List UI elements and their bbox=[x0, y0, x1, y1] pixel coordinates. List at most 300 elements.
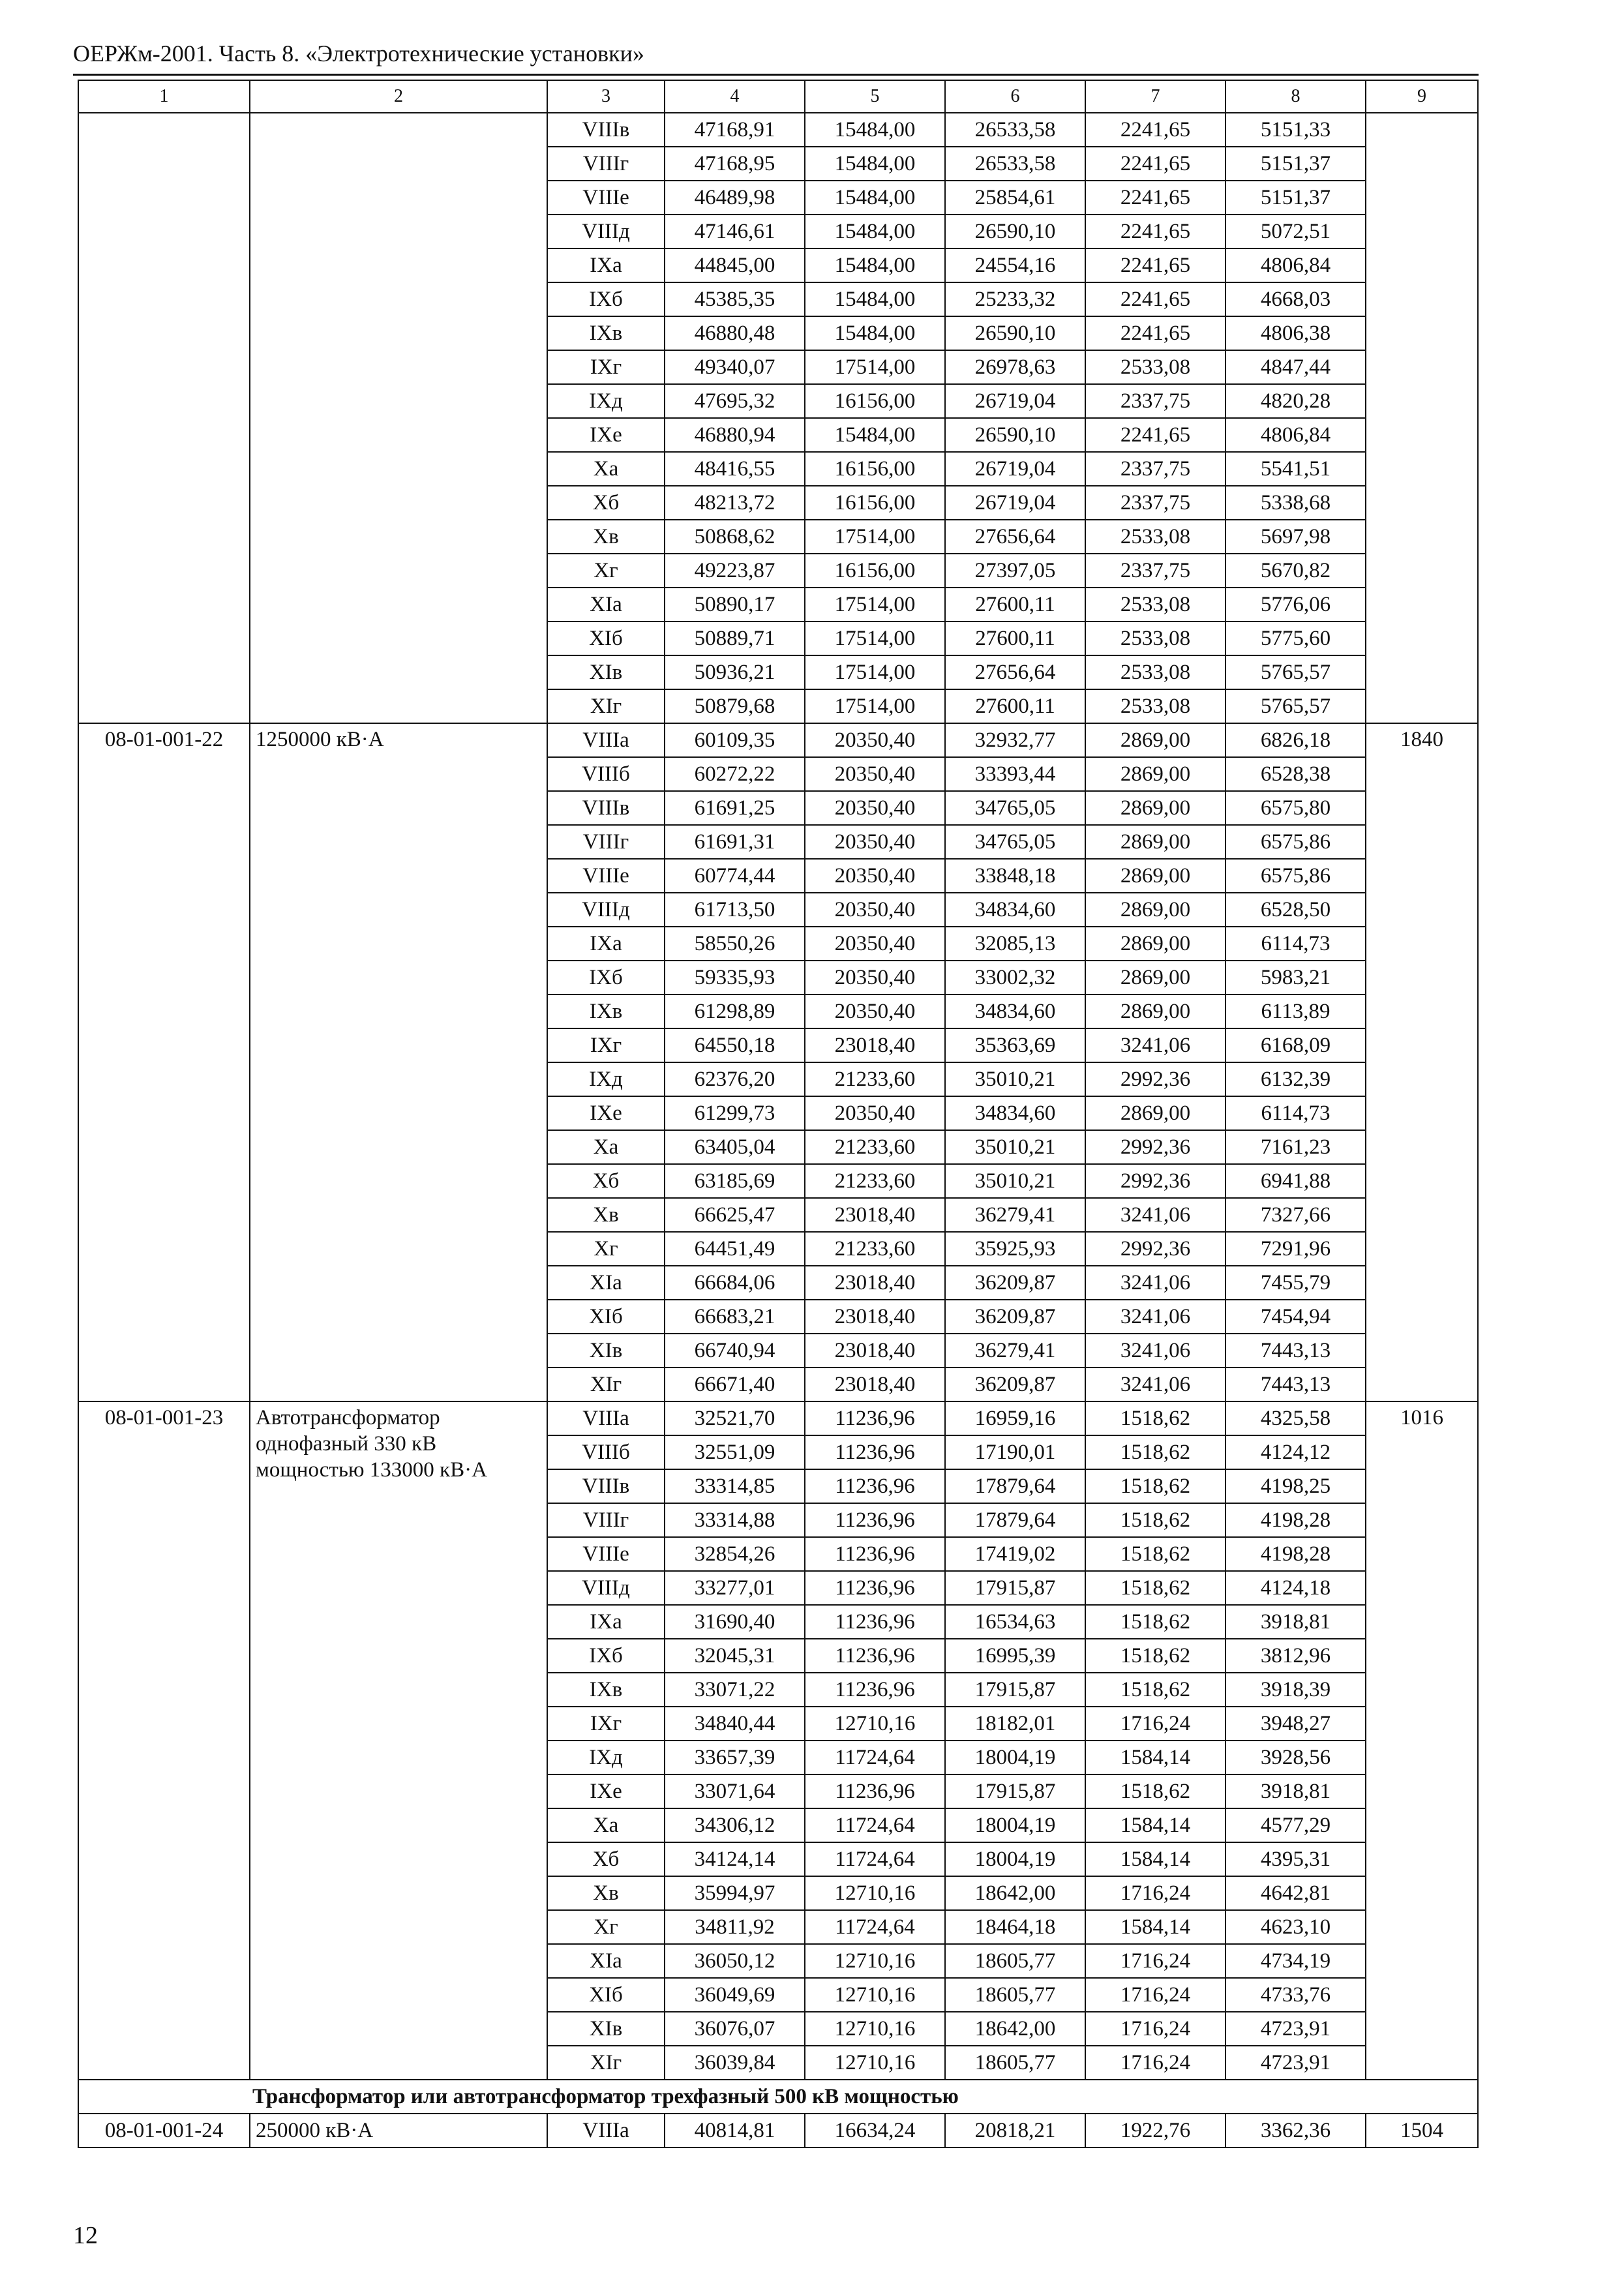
zone-cell: XIв bbox=[547, 655, 665, 689]
value-col6: 18642,00 bbox=[945, 2012, 1085, 2046]
value-col5: 11236,96 bbox=[805, 1469, 945, 1503]
value-col4: 46489,98 bbox=[665, 181, 805, 215]
zone-cell: IXб bbox=[547, 1639, 665, 1673]
value-col4: 31690,40 bbox=[665, 1605, 805, 1639]
name-cell: Автотрансформатор однофазный 330 кВ мощностью 133000 кВ·А bbox=[250, 1401, 547, 2080]
value-col4: 36049,69 bbox=[665, 1978, 805, 2012]
value-col7: 1716,24 bbox=[1085, 1876, 1226, 1910]
value-col8: 5151,33 bbox=[1226, 113, 1366, 147]
value-col7: 2533,08 bbox=[1085, 520, 1226, 554]
value-col6: 16534,63 bbox=[945, 1605, 1085, 1639]
value-col8: 7161,23 bbox=[1226, 1130, 1366, 1164]
value-col8: 4623,10 bbox=[1226, 1910, 1366, 1944]
value-col6: 33393,44 bbox=[945, 757, 1085, 791]
value-col6: 18605,77 bbox=[945, 2046, 1085, 2080]
value-col8: 4577,29 bbox=[1226, 1808, 1366, 1842]
value-col6: 20818,21 bbox=[945, 2114, 1085, 2147]
value-col8: 4325,58 bbox=[1226, 1401, 1366, 1435]
value-col5: 20350,40 bbox=[805, 757, 945, 791]
zone-cell: Xв bbox=[547, 520, 665, 554]
zone-cell: IXв bbox=[547, 995, 665, 1028]
last-col-cell: 1504 bbox=[1366, 2114, 1478, 2147]
value-col6: 34834,60 bbox=[945, 893, 1085, 927]
code-cell bbox=[78, 113, 250, 723]
value-col7: 2869,00 bbox=[1085, 757, 1226, 791]
value-col8: 5697,98 bbox=[1226, 520, 1366, 554]
value-col6: 35010,21 bbox=[945, 1130, 1085, 1164]
value-col8: 3918,81 bbox=[1226, 1605, 1366, 1639]
value-col8: 6941,88 bbox=[1226, 1164, 1366, 1198]
value-col7: 2992,36 bbox=[1085, 1062, 1226, 1096]
value-col8: 4733,76 bbox=[1226, 1978, 1366, 2012]
zone-cell: IXд bbox=[547, 384, 665, 418]
value-col6: 34834,60 bbox=[945, 995, 1085, 1028]
zone-cell: IXб bbox=[547, 282, 665, 316]
value-col5: 20350,40 bbox=[805, 1096, 945, 1130]
value-col7: 2869,00 bbox=[1085, 995, 1226, 1028]
last-col-cell: 1840 bbox=[1366, 723, 1478, 1401]
value-col7: 1716,24 bbox=[1085, 1944, 1226, 1978]
value-col6: 26719,04 bbox=[945, 486, 1085, 520]
value-col8: 4847,44 bbox=[1226, 350, 1366, 384]
value-col4: 33314,88 bbox=[665, 1503, 805, 1537]
column-number: 5 bbox=[805, 80, 945, 113]
value-col4: 34811,92 bbox=[665, 1910, 805, 1944]
value-col5: 11236,96 bbox=[805, 1435, 945, 1469]
value-col4: 46880,48 bbox=[665, 316, 805, 350]
zone-cell: IXа bbox=[547, 927, 665, 961]
value-col6: 35363,69 bbox=[945, 1028, 1085, 1062]
zone-cell: Xв bbox=[547, 1198, 665, 1232]
value-col7: 1584,14 bbox=[1085, 1808, 1226, 1842]
value-col5: 20350,40 bbox=[805, 825, 945, 859]
value-col7: 2533,08 bbox=[1085, 689, 1226, 723]
value-col7: 2241,65 bbox=[1085, 248, 1226, 282]
value-col5: 21233,60 bbox=[805, 1232, 945, 1266]
value-col7: 1518,62 bbox=[1085, 1774, 1226, 1808]
zone-cell: IXе bbox=[547, 1096, 665, 1130]
zone-cell: XIв bbox=[547, 2012, 665, 2046]
value-col8: 4723,91 bbox=[1226, 2012, 1366, 2046]
value-col8: 5670,82 bbox=[1226, 554, 1366, 588]
section-title: Трансформатор или автотрансформатор трехфазный 500 кВ мощностью bbox=[78, 2080, 1478, 2114]
value-col6: 27656,64 bbox=[945, 520, 1085, 554]
zone-cell: VIIIа bbox=[547, 2114, 665, 2147]
value-col7: 3241,06 bbox=[1085, 1368, 1226, 1401]
value-col5: 11724,64 bbox=[805, 1808, 945, 1842]
value-col8: 5983,21 bbox=[1226, 961, 1366, 995]
code-cell: 08-01-001-23 bbox=[78, 1401, 250, 2080]
value-col7: 2533,08 bbox=[1085, 655, 1226, 689]
value-col7: 2337,75 bbox=[1085, 554, 1226, 588]
value-col5: 23018,40 bbox=[805, 1368, 945, 1401]
zone-cell: VIIIд bbox=[547, 215, 665, 248]
value-col5: 15484,00 bbox=[805, 418, 945, 452]
zone-cell: XIа bbox=[547, 1266, 665, 1300]
value-col7: 1518,62 bbox=[1085, 1469, 1226, 1503]
value-col6: 27656,64 bbox=[945, 655, 1085, 689]
value-col4: 33071,22 bbox=[665, 1673, 805, 1707]
zone-cell: VIIIа bbox=[547, 723, 665, 757]
value-col6: 26719,04 bbox=[945, 452, 1085, 486]
value-col8: 7327,66 bbox=[1226, 1198, 1366, 1232]
zone-cell: IXг bbox=[547, 1707, 665, 1741]
last-col-cell: 1016 bbox=[1366, 1401, 1478, 2080]
value-col6: 27600,11 bbox=[945, 588, 1085, 621]
zone-cell: VIIIд bbox=[547, 893, 665, 927]
value-col6: 18605,77 bbox=[945, 1944, 1085, 1978]
value-col5: 11236,96 bbox=[805, 1639, 945, 1673]
section-row bbox=[78, 2080, 1478, 2114]
zone-cell: IXе bbox=[547, 1774, 665, 1808]
name-cell: 1250000 кВ·А bbox=[250, 723, 547, 1401]
value-col6: 26533,58 bbox=[945, 113, 1085, 147]
value-col8: 4806,38 bbox=[1226, 316, 1366, 350]
value-col6: 18004,19 bbox=[945, 1741, 1085, 1774]
column-number: 7 bbox=[1085, 80, 1226, 113]
zone-cell: IXг bbox=[547, 1028, 665, 1062]
value-col8: 7443,13 bbox=[1226, 1368, 1366, 1401]
value-col7: 2869,00 bbox=[1085, 1096, 1226, 1130]
value-col8: 4642,81 bbox=[1226, 1876, 1366, 1910]
value-col4: 60272,22 bbox=[665, 757, 805, 791]
value-col5: 15484,00 bbox=[805, 181, 945, 215]
zone-cell: VIIIг bbox=[547, 825, 665, 859]
value-col5: 12710,16 bbox=[805, 1944, 945, 1978]
value-col8: 4806,84 bbox=[1226, 418, 1366, 452]
value-col7: 2533,08 bbox=[1085, 621, 1226, 655]
value-col6: 34765,05 bbox=[945, 791, 1085, 825]
value-col4: 49340,07 bbox=[665, 350, 805, 384]
value-col8: 4198,28 bbox=[1226, 1503, 1366, 1537]
value-col4: 48213,72 bbox=[665, 486, 805, 520]
value-col6: 17879,64 bbox=[945, 1469, 1085, 1503]
value-col7: 2241,65 bbox=[1085, 147, 1226, 181]
value-col4: 32854,26 bbox=[665, 1537, 805, 1571]
code-cell: 08-01-001-22 bbox=[78, 723, 250, 1401]
value-col5: 16156,00 bbox=[805, 486, 945, 520]
value-col4: 33277,01 bbox=[665, 1571, 805, 1605]
value-col8: 6114,73 bbox=[1226, 927, 1366, 961]
value-col5: 23018,40 bbox=[805, 1334, 945, 1368]
zone-cell: VIIIг bbox=[547, 1503, 665, 1537]
value-col7: 1518,62 bbox=[1085, 1435, 1226, 1469]
zone-cell: Xа bbox=[547, 1130, 665, 1164]
value-col6: 17915,87 bbox=[945, 1774, 1085, 1808]
value-col5: 15484,00 bbox=[805, 215, 945, 248]
value-col5: 23018,40 bbox=[805, 1028, 945, 1062]
value-col5: 11236,96 bbox=[805, 1537, 945, 1571]
value-col4: 36050,12 bbox=[665, 1944, 805, 1978]
zone-cell: VIIIд bbox=[547, 1571, 665, 1605]
value-col6: 17915,87 bbox=[945, 1673, 1085, 1707]
zone-cell: IXв bbox=[547, 1673, 665, 1707]
value-col7: 1716,24 bbox=[1085, 1707, 1226, 1741]
value-col8: 5765,57 bbox=[1226, 655, 1366, 689]
value-col7: 2533,08 bbox=[1085, 588, 1226, 621]
column-number: 8 bbox=[1226, 80, 1366, 113]
value-col6: 18605,77 bbox=[945, 1978, 1085, 2012]
value-col6: 16995,39 bbox=[945, 1639, 1085, 1673]
value-col7: 1922,76 bbox=[1085, 2114, 1226, 2147]
value-col5: 21233,60 bbox=[805, 1062, 945, 1096]
page-number: 12 bbox=[73, 2222, 98, 2249]
value-col7: 2869,00 bbox=[1085, 723, 1226, 757]
value-col4: 66671,40 bbox=[665, 1368, 805, 1401]
value-col5: 12710,16 bbox=[805, 1978, 945, 2012]
value-col5: 17514,00 bbox=[805, 655, 945, 689]
value-col8: 6575,80 bbox=[1226, 791, 1366, 825]
value-col8: 6528,50 bbox=[1226, 893, 1366, 927]
value-col7: 2869,00 bbox=[1085, 859, 1226, 893]
value-col6: 18642,00 bbox=[945, 1876, 1085, 1910]
value-col6: 17190,01 bbox=[945, 1435, 1085, 1469]
value-col7: 2241,65 bbox=[1085, 418, 1226, 452]
table-row bbox=[78, 723, 1478, 757]
value-col7: 2241,65 bbox=[1085, 215, 1226, 248]
value-col8: 5765,57 bbox=[1226, 689, 1366, 723]
value-col8: 5338,68 bbox=[1226, 486, 1366, 520]
zone-cell: IXд bbox=[547, 1062, 665, 1096]
value-col5: 11236,96 bbox=[805, 1605, 945, 1639]
value-col7: 2337,75 bbox=[1085, 452, 1226, 486]
value-col4: 33314,85 bbox=[665, 1469, 805, 1503]
value-col4: 47695,32 bbox=[665, 384, 805, 418]
column-number: 1 bbox=[78, 80, 250, 113]
zone-cell: XIб bbox=[547, 1978, 665, 2012]
value-col5: 16156,00 bbox=[805, 554, 945, 588]
value-col4: 33071,64 bbox=[665, 1774, 805, 1808]
zone-cell: IXа bbox=[547, 248, 665, 282]
value-col5: 20350,40 bbox=[805, 893, 945, 927]
value-col5: 11724,64 bbox=[805, 1842, 945, 1876]
value-col8: 6114,73 bbox=[1226, 1096, 1366, 1130]
value-col6: 17419,02 bbox=[945, 1537, 1085, 1571]
value-col4: 66684,06 bbox=[665, 1266, 805, 1300]
zone-cell: Xб bbox=[547, 1842, 665, 1876]
value-col5: 20350,40 bbox=[805, 995, 945, 1028]
value-col7: 1716,24 bbox=[1085, 1978, 1226, 2012]
value-col4: 47168,95 bbox=[665, 147, 805, 181]
value-col8: 3948,27 bbox=[1226, 1707, 1366, 1741]
value-col7: 2869,00 bbox=[1085, 961, 1226, 995]
value-col6: 35010,21 bbox=[945, 1164, 1085, 1198]
value-col4: 50879,68 bbox=[665, 689, 805, 723]
value-col8: 6113,89 bbox=[1226, 995, 1366, 1028]
column-number: 2 bbox=[250, 80, 547, 113]
value-col4: 63405,04 bbox=[665, 1130, 805, 1164]
zone-cell: Xг bbox=[547, 1232, 665, 1266]
value-col8: 5151,37 bbox=[1226, 147, 1366, 181]
zone-cell: VIIIб bbox=[547, 1435, 665, 1469]
zone-cell: XIб bbox=[547, 621, 665, 655]
value-col8: 3362,36 bbox=[1226, 2114, 1366, 2147]
value-col6: 17879,64 bbox=[945, 1503, 1085, 1537]
value-col6: 26590,10 bbox=[945, 215, 1085, 248]
header-rule bbox=[73, 74, 1479, 76]
value-col6: 17915,87 bbox=[945, 1571, 1085, 1605]
table-row bbox=[78, 2114, 1478, 2147]
value-col8: 4198,25 bbox=[1226, 1469, 1366, 1503]
value-col7: 1518,62 bbox=[1085, 1537, 1226, 1571]
running-header: ОЕРЖм-2001. Часть 8. «Электротехнические установки» bbox=[73, 40, 644, 67]
value-col8: 4668,03 bbox=[1226, 282, 1366, 316]
value-col4: 61691,31 bbox=[665, 825, 805, 859]
zone-cell: VIIIа bbox=[547, 1401, 665, 1435]
value-col4: 50868,62 bbox=[665, 520, 805, 554]
value-col7: 1584,14 bbox=[1085, 1842, 1226, 1876]
zone-cell: IXе bbox=[547, 418, 665, 452]
zone-cell: Xа bbox=[547, 452, 665, 486]
value-col4: 63185,69 bbox=[665, 1164, 805, 1198]
value-col8: 4124,12 bbox=[1226, 1435, 1366, 1469]
value-col5: 17514,00 bbox=[805, 689, 945, 723]
zone-cell: IXв bbox=[547, 316, 665, 350]
zone-cell: IXа bbox=[547, 1605, 665, 1639]
value-col7: 3241,06 bbox=[1085, 1028, 1226, 1062]
value-col8: 4124,18 bbox=[1226, 1571, 1366, 1605]
value-col7: 2337,75 bbox=[1085, 486, 1226, 520]
value-col7: 1584,14 bbox=[1085, 1741, 1226, 1774]
zone-cell: XIв bbox=[547, 1334, 665, 1368]
value-col5: 12710,16 bbox=[805, 2012, 945, 2046]
value-col7: 2992,36 bbox=[1085, 1232, 1226, 1266]
column-number: 3 bbox=[547, 80, 665, 113]
table-row bbox=[78, 1401, 1478, 1435]
value-col4: 59335,93 bbox=[665, 961, 805, 995]
value-col4: 50936,21 bbox=[665, 655, 805, 689]
value-col4: 36039,84 bbox=[665, 2046, 805, 2080]
value-col7: 1584,14 bbox=[1085, 1910, 1226, 1944]
value-col6: 33002,32 bbox=[945, 961, 1085, 995]
value-col7: 2241,65 bbox=[1085, 282, 1226, 316]
value-col4: 61713,50 bbox=[665, 893, 805, 927]
value-col8: 4395,31 bbox=[1226, 1842, 1366, 1876]
value-col5: 17514,00 bbox=[805, 520, 945, 554]
column-number: 9 bbox=[1366, 80, 1478, 113]
column-number: 6 bbox=[945, 80, 1085, 113]
value-col7: 2241,65 bbox=[1085, 316, 1226, 350]
value-col8: 6528,38 bbox=[1226, 757, 1366, 791]
rates-table bbox=[78, 80, 1479, 2148]
value-col8: 3928,56 bbox=[1226, 1741, 1366, 1774]
value-col4: 34306,12 bbox=[665, 1808, 805, 1842]
value-col5: 15484,00 bbox=[805, 316, 945, 350]
value-col4: 49223,87 bbox=[665, 554, 805, 588]
value-col7: 2337,75 bbox=[1085, 384, 1226, 418]
zone-cell: VIIIб bbox=[547, 757, 665, 791]
zone-cell: VIIIе bbox=[547, 181, 665, 215]
value-col8: 7454,94 bbox=[1226, 1300, 1366, 1334]
value-col8: 3918,81 bbox=[1226, 1774, 1366, 1808]
value-col5: 17514,00 bbox=[805, 350, 945, 384]
value-col7: 2869,00 bbox=[1085, 791, 1226, 825]
value-col4: 33657,39 bbox=[665, 1741, 805, 1774]
value-col5: 15484,00 bbox=[805, 147, 945, 181]
value-col4: 50889,71 bbox=[665, 621, 805, 655]
value-col6: 34765,05 bbox=[945, 825, 1085, 859]
value-col4: 50890,17 bbox=[665, 588, 805, 621]
value-col6: 16959,16 bbox=[945, 1401, 1085, 1435]
zone-cell: VIIIе bbox=[547, 1537, 665, 1571]
value-col8: 5775,60 bbox=[1226, 621, 1366, 655]
value-col4: 66740,94 bbox=[665, 1334, 805, 1368]
name-cell bbox=[250, 113, 547, 723]
value-col6: 26533,58 bbox=[945, 147, 1085, 181]
value-col6: 25854,61 bbox=[945, 181, 1085, 215]
value-col5: 12710,16 bbox=[805, 1876, 945, 1910]
value-col6: 36209,87 bbox=[945, 1266, 1085, 1300]
code-cell: 08-01-001-24 bbox=[78, 2114, 250, 2147]
value-col6: 32085,13 bbox=[945, 927, 1085, 961]
value-col8: 7443,13 bbox=[1226, 1334, 1366, 1368]
value-col5: 21233,60 bbox=[805, 1130, 945, 1164]
zone-cell: Xв bbox=[547, 1876, 665, 1910]
value-col4: 47146,61 bbox=[665, 215, 805, 248]
value-col5: 20350,40 bbox=[805, 961, 945, 995]
value-col7: 2992,36 bbox=[1085, 1130, 1226, 1164]
value-col5: 20350,40 bbox=[805, 723, 945, 757]
value-col8: 5541,51 bbox=[1226, 452, 1366, 486]
value-col6: 35925,93 bbox=[945, 1232, 1085, 1266]
value-col6: 35010,21 bbox=[945, 1062, 1085, 1096]
value-col6: 33848,18 bbox=[945, 859, 1085, 893]
zone-cell: XIа bbox=[547, 1944, 665, 1978]
zone-cell: XIг bbox=[547, 2046, 665, 2080]
value-col6: 32932,77 bbox=[945, 723, 1085, 757]
value-col5: 16156,00 bbox=[805, 384, 945, 418]
value-col5: 11236,96 bbox=[805, 1401, 945, 1435]
value-col8: 4723,91 bbox=[1226, 2046, 1366, 2080]
value-col4: 66683,21 bbox=[665, 1300, 805, 1334]
value-col5: 16156,00 bbox=[805, 452, 945, 486]
value-col8: 5776,06 bbox=[1226, 588, 1366, 621]
value-col4: 60774,44 bbox=[665, 859, 805, 893]
value-col4: 32551,09 bbox=[665, 1435, 805, 1469]
value-col5: 12710,16 bbox=[805, 1707, 945, 1741]
zone-cell: IXг bbox=[547, 350, 665, 384]
value-col5: 11236,96 bbox=[805, 1503, 945, 1537]
value-col4: 36076,07 bbox=[665, 2012, 805, 2046]
value-col7: 3241,06 bbox=[1085, 1300, 1226, 1334]
value-col6: 26590,10 bbox=[945, 418, 1085, 452]
value-col8: 5151,37 bbox=[1226, 181, 1366, 215]
value-col8: 4820,28 bbox=[1226, 384, 1366, 418]
value-col4: 44845,00 bbox=[665, 248, 805, 282]
value-col4: 64451,49 bbox=[665, 1232, 805, 1266]
zone-cell: XIб bbox=[547, 1300, 665, 1334]
value-col4: 32521,70 bbox=[665, 1401, 805, 1435]
value-col5: 20350,40 bbox=[805, 791, 945, 825]
value-col7: 1518,62 bbox=[1085, 1605, 1226, 1639]
value-col5: 17514,00 bbox=[805, 588, 945, 621]
value-col4: 47168,91 bbox=[665, 113, 805, 147]
value-col7: 3241,06 bbox=[1085, 1266, 1226, 1300]
value-col5: 23018,40 bbox=[805, 1300, 945, 1334]
value-col5: 11724,64 bbox=[805, 1741, 945, 1774]
zone-cell: Xб bbox=[547, 486, 665, 520]
value-col6: 25233,32 bbox=[945, 282, 1085, 316]
table-row bbox=[78, 113, 1478, 147]
value-col6: 26978,63 bbox=[945, 350, 1085, 384]
value-col4: 45385,35 bbox=[665, 282, 805, 316]
value-col6: 36279,41 bbox=[945, 1334, 1085, 1368]
value-col6: 26590,10 bbox=[945, 316, 1085, 350]
value-col4: 61298,89 bbox=[665, 995, 805, 1028]
value-col7: 2241,65 bbox=[1085, 113, 1226, 147]
value-col5: 11236,96 bbox=[805, 1571, 945, 1605]
value-col5: 23018,40 bbox=[805, 1198, 945, 1232]
